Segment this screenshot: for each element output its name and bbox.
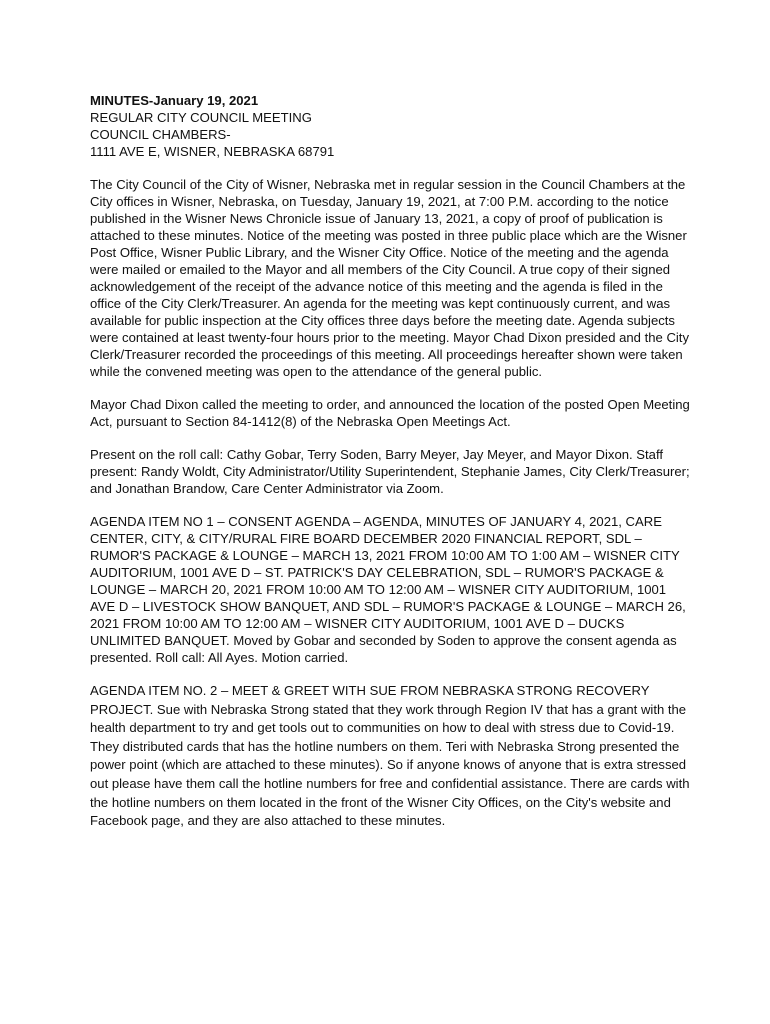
meeting-location: COUNCIL CHAMBERS- (90, 127, 231, 142)
document-title: MINUTES-January 19, 2021 (90, 93, 259, 108)
roll-call-paragraph: Present on the roll call: Cathy Gobar, Terry Soden, Barry Meyer, Jay Meyer, and Mayor Dixon. Staff present: Randy Woldt, City Administrator/Utility Superintendent, Stephanie James, City Clerk/Treasurer; and Jonathan Brandow, Care Center Administrator via Zoom. (90, 447, 690, 496)
meeting-type: REGULAR CITY COUNCIL MEETING (90, 110, 312, 125)
agenda-item-1-paragraph: AGENDA ITEM NO 1 – CONSENT AGENDA – AGENDA, MINUTES OF JANUARY 4, 2021, CARE CENTER, CITY, & CITY/RURAL FIRE BOARD DECEMBER 2020 FINANCIAL REPORT, SDL – RUMOR'S PACKAGE & LOUNGE – MARCH 13, 2021 FROM 10:00 AM TO 1:00 AM – WISNER CITY AUDITORIUM, 1001 AVE D – ST. PATRICK'S DAY CELEBRATION, SDL – RUMOR'S PACKAGE & LOUNGE – MARCH 20, 2021 FROM 10:00 AM TO 12:00 AM – WISNER CITY AUDITORIUM, 1001 AVE D – LIVESTOCK SHOW BANQUET, AND SDL – RUMOR'S PACKAGE & LOUNGE – MARCH 26, 2021 FROM 10:00 AM TO 12:00 AM – WISNER CITY AUDITORIUM, 1001 AVE D – DUCKS UNLIMITED BANQUET. Moved by Gobar and seconded by Soden to approve the consent agenda as presented. Roll call: All Ayes. Motion carried. (90, 514, 686, 665)
intro-paragraph: The City Council of the City of Wisner, Nebraska met in regular session in the Council Chambers at the City offices in Wisner, Nebraska, on Tuesday, January 19, 2021, at 7:00 P.M. according to the notice published in the Wisner News Chronicle issue of January 13, 2021, a copy of proof of publication is attached to these minutes. Notice of the meeting was posted in three public place which are the Wisner Post Office, Wisner Public Library, and the Wisner City Office. Notice of the meeting and the agenda were mailed or emailed to the Mayor and all members of the City Council. A true copy of their signed acknowledgement of the receipt of the advance notice of this meeting and the agenda is filed in the office of the City Clerk/Treasurer. An agenda for the meeting was kept continuously current, and was available for public inspection at the City offices three days before the meeting date. Agenda subjects were contained at least twenty-four hours prior to the meeting. Mayor Chad Dixon presided and the City Clerk/Treasurer recorded the proceedings of this meeting. All proceedings hereafter shown were taken while the convened meeting was open to the attendance of the general public. (90, 177, 689, 379)
meeting-address: 1111 AVE E, WISNER, NEBRASKA 68791 (90, 144, 335, 159)
document-page (90, 92, 690, 847)
call-to-order-paragraph: Mayor Chad Dixon called the meeting to order, and announced the location of the posted Open Meeting Act, pursuant to Section 84-1412(8) of the Nebraska Open Meetings Act. (90, 397, 690, 429)
document-header (90, 92, 690, 160)
agenda-item-2-paragraph: AGENDA ITEM NO. 2 – MEET & GREET WITH SUE FROM NEBRASKA STRONG RECOVERY PROJECT. Sue with Nebraska Strong stated that they work through Region IV that has a grant with the health department to try and get tools out to communities on how to deal with stress due to Covid-19. They distributed cards that has the hotline numbers on them. Teri with Nebraska Strong presented the power point (which are attached to these minutes). So if anyone knows of anyone that is extra stressed out please have them call the hotline numbers for free and confidential assistance. There are cards with the hotline numbers on them located in the front of the Wisner City Offices, on the City's website and Facebook page, and they are also attached to these minutes. (90, 683, 690, 829)
